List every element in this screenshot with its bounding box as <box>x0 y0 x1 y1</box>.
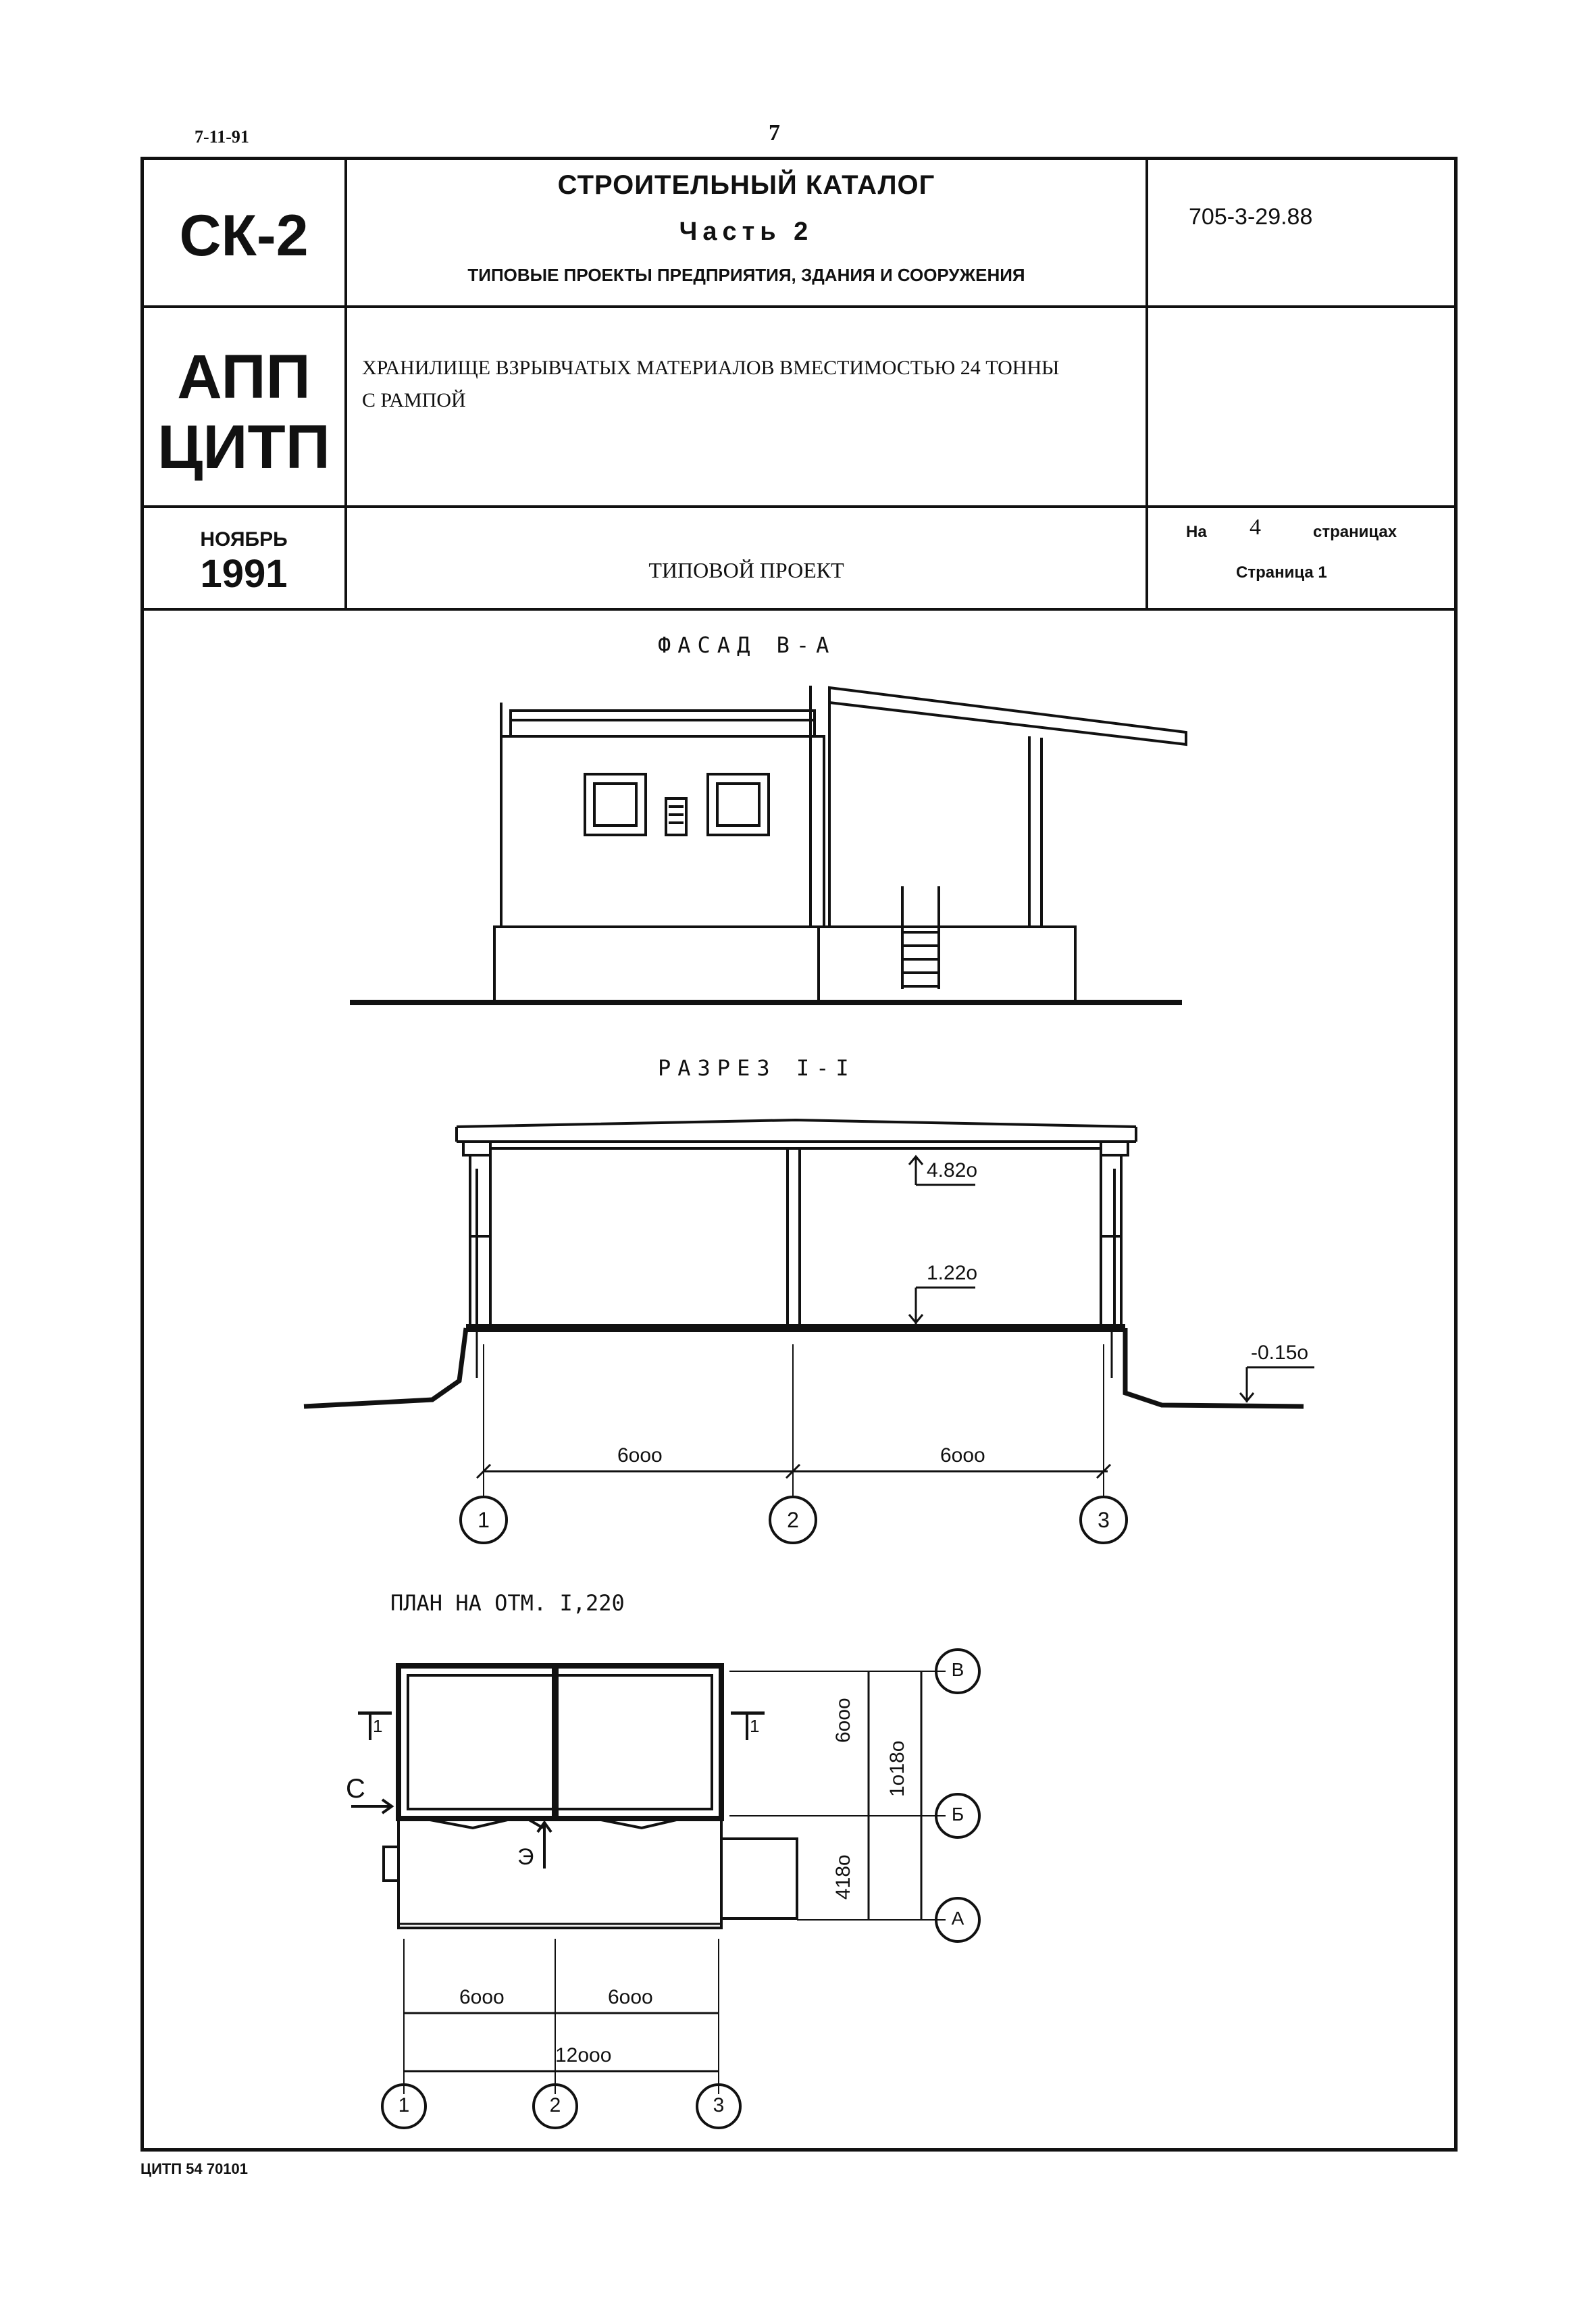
level-mark-floor: 1.22о <box>927 1262 978 1284</box>
plan-dim-total: 12ооо <box>555 2044 612 2066</box>
page-label: Страница 1 <box>1236 563 1327 582</box>
section-dim-left: 6ооо <box>617 1444 663 1467</box>
divider <box>1145 157 1148 609</box>
footer-code: ЦИТП 54 70101 <box>140 2160 249 2177</box>
plan-dim-vertical-lower: 418о <box>832 1854 854 1900</box>
divider <box>140 305 1458 308</box>
section-axis-label-2: 2 <box>787 1508 799 1532</box>
pages-count: 4 <box>1250 515 1261 540</box>
plan-letter-c: С <box>346 1774 365 1804</box>
document-number: 705-3-29.88 <box>1189 204 1313 230</box>
plan-axis-circles-vertical <box>925 1635 1006 1946</box>
organization-line-1: АПП <box>177 342 311 411</box>
plan-dim-vertical-total: 1о18о <box>886 1740 908 1797</box>
divider <box>140 608 1458 611</box>
page-number: 7 <box>769 120 780 145</box>
plan-letter-e: Э <box>517 1844 534 1870</box>
facade-title: ФАСАД В-А <box>658 632 836 658</box>
date-code: 7-11-91 <box>195 127 249 147</box>
plan-axis-label-3: 3 <box>713 2094 725 2116</box>
catalog-part: Часть 2 <box>679 218 814 246</box>
release-year: 1991 <box>200 552 288 596</box>
section-mark-left: 1 <box>373 1716 383 1736</box>
facade-drawing <box>338 669 1216 1020</box>
section-dim-right: 6ооо <box>940 1444 985 1467</box>
plan-axis-label-a: А <box>951 1908 964 1929</box>
project-title-line-2: С РАМПОЙ <box>362 389 466 411</box>
section-axis-label-3: 3 <box>1098 1508 1110 1532</box>
project-type: ТИПОВОЙ ПРОЕКТ <box>648 558 844 582</box>
release-month: НОЯБРЬ <box>200 528 288 551</box>
section-drawing <box>297 1094 1324 1554</box>
section-title: РАЗРЕЗ I-I <box>658 1055 856 1081</box>
pages-suffix: страницах <box>1313 523 1397 541</box>
series-code: СК-2 <box>179 203 309 268</box>
section-mark-right: 1 <box>750 1716 760 1736</box>
plan-dim-span-2: 6ооо <box>608 1986 653 2008</box>
plan-drawing <box>338 1635 1013 2135</box>
plan-axis-label-b: Б <box>951 1804 964 1825</box>
plan-axis-label-1: 1 <box>398 2094 410 2116</box>
plan-axis-label-v: В <box>951 1659 964 1680</box>
level-mark-ground: -0.15о <box>1251 1342 1309 1364</box>
plan-title: ПЛАН НА ОТМ. I,220 <box>390 1590 625 1616</box>
catalog-subtitle: ТИПОВЫЕ ПРОЕКТЫ ПРЕДПРИЯТИЯ, ЗДАНИЯ И СООРУЖЕНИЯ <box>467 265 1025 285</box>
section-axis-label-1: 1 <box>478 1508 490 1532</box>
pages-prefix: На <box>1186 523 1207 541</box>
level-mark-top: 4.82о <box>927 1159 978 1181</box>
divider <box>140 505 1458 508</box>
organization-line-2: ЦИТП <box>157 413 330 482</box>
plan-axis-label-2: 2 <box>549 2094 561 2116</box>
project-title-line-1: ХРАНИЛИЩЕ ВЗРЫВЧАТЫХ МАТЕРИАЛОВ ВМЕСТИМОСТЬЮ 24 ТОННЫ <box>362 357 1060 379</box>
plan-dim-vertical-upper: 6ооо <box>832 1698 854 1743</box>
plan-dim-span-1: 6ооо <box>459 1986 505 2008</box>
catalog-title: СТРОИТЕЛЬНЫЙ КАТАЛОГ <box>557 170 935 200</box>
